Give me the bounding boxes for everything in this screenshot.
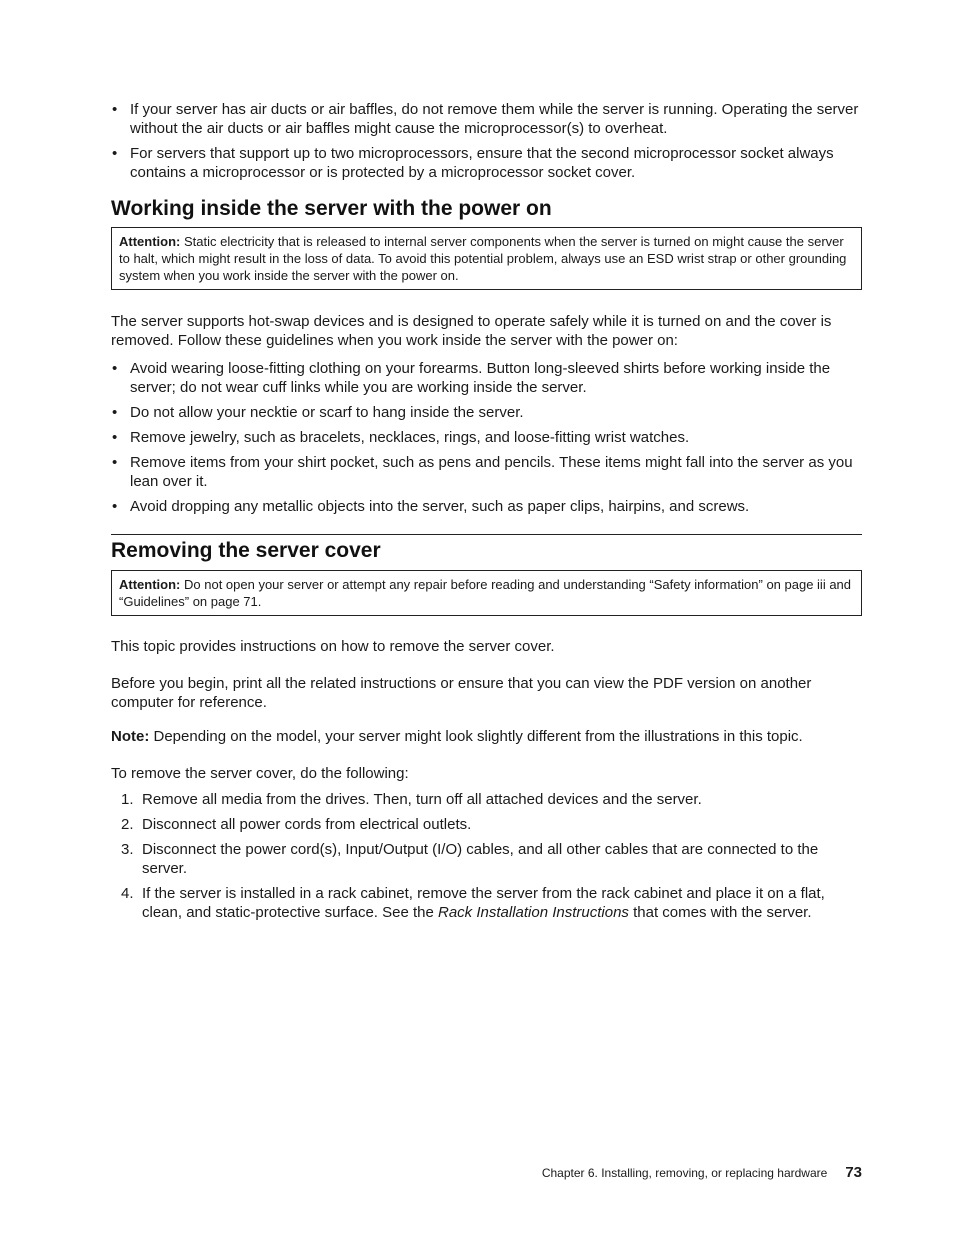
list-item: • Avoid wearing loose-fitting clothing on your forearms. Button long-sleeved shirts before working inside the server; do not wear cuff links while you are working inside the server. — [112, 360, 831, 396]
bullet-icon: • — [112, 498, 118, 515]
list-item: • Remove jewelry, such as bracelets, necklaces, rings, and loose-fitting wrist watches. — [112, 429, 690, 446]
power-on-intro-paragraph: The server supports hot-swap devices and is designed to operate safely while it is turned on and the cover is removed. Follow these guidelines when you work inside the server with the power on: — [111, 313, 832, 349]
footer-chapter-title: Chapter 6. Installing, removing, or replacing hardware — [541, 1166, 828, 1180]
attention-text: Do not open your server or attempt any repair before reading and understanding “Safety information” on page iii and “Guidelines” on page 71. — [119, 577, 852, 609]
list-item: • If your server has air ducts or air baffles, do not remove them while the server is running. Operating the server without the air ducts or air baffles might cause the microprocessor(s) to overheat. — [112, 101, 859, 137]
topic-intro-paragraph: This topic provides instructions on how to remove the server cover. — [111, 638, 555, 655]
list-item: • For servers that support up to two microprocessors, ensure that the second microprocessor socket always contains a microprocessor or is protected by a microprocessor socket cover. — [112, 145, 834, 181]
list-item: 3. Disconnect the power cord(s), Input/Output (I/O) cables, and all other cables that are connected to the server. — [121, 841, 819, 877]
bullet-icon: • — [112, 404, 118, 421]
list-item: 4. If the server is installed in a rack cabinet, remove the server from the rack cabinet and place it on a flat, clean, and static-protective surface. See the Rack Installation Instructions that comes with the server. — [121, 885, 825, 921]
before-you-begin-paragraph: Before you begin, print all the related instructions or ensure that you can view the PDF version on another computer for reference. — [111, 675, 812, 711]
attention-label: Attention: — [119, 234, 181, 249]
bullet-icon: • — [112, 429, 118, 446]
list-item: 1. Remove all media from the drives. Then, turn off all attached devices and the server. — [121, 791, 702, 808]
list-item: • Do not allow your necktie or scarf to hang inside the server. — [112, 404, 524, 421]
note-paragraph — [111, 727, 862, 746]
rack-instructions-title: Rack Installation Instructions — [438, 904, 629, 921]
attention-box-power-on — [111, 227, 862, 290]
page-number: 73 — [845, 1164, 862, 1181]
bullet-icon: • — [112, 454, 118, 471]
bullet-icon: • — [112, 360, 118, 377]
attention-text: Static electricity that is released to internal server components when the server is turned on might cause the server to halt, which might result in the loss of data. To avoid this potential problem, always use an ESD wrist strap or other grounding system when you work inside the server with the power on. — [119, 234, 847, 283]
bullet-icon: • — [112, 101, 118, 118]
page-footer — [542, 1164, 862, 1182]
list-item: • Remove items from your shirt pocket, such as pens and pencils. These items might fall into the server as you lean over it. — [112, 454, 853, 490]
note-text: Depending on the model, your server might look slightly different from the illustrations in this topic. — [153, 728, 803, 745]
document-page — [111, 100, 862, 928]
section-heading-power-on: Working inside the server with the power on — [111, 197, 552, 220]
attention-label: Attention: — [119, 577, 181, 592]
procedure-intro-paragraph: To remove the server cover, do the following: — [111, 765, 409, 782]
intro-bullet-list — [111, 100, 862, 182]
bullet-icon: • — [112, 145, 118, 162]
list-item: 2. Disconnect all power cords from electrical outlets. — [121, 816, 472, 833]
note-label: Note: — [111, 728, 150, 745]
section-divider — [111, 534, 862, 535]
attention-box-remove-cover — [111, 570, 862, 616]
section-heading-remove-cover: Removing the server cover — [111, 539, 381, 562]
power-on-guidelines-list — [111, 359, 862, 516]
remove-cover-steps-list — [111, 790, 862, 922]
list-item: • Avoid dropping any metallic objects into the server, such as paper clips, hairpins, and screws. — [112, 498, 750, 515]
